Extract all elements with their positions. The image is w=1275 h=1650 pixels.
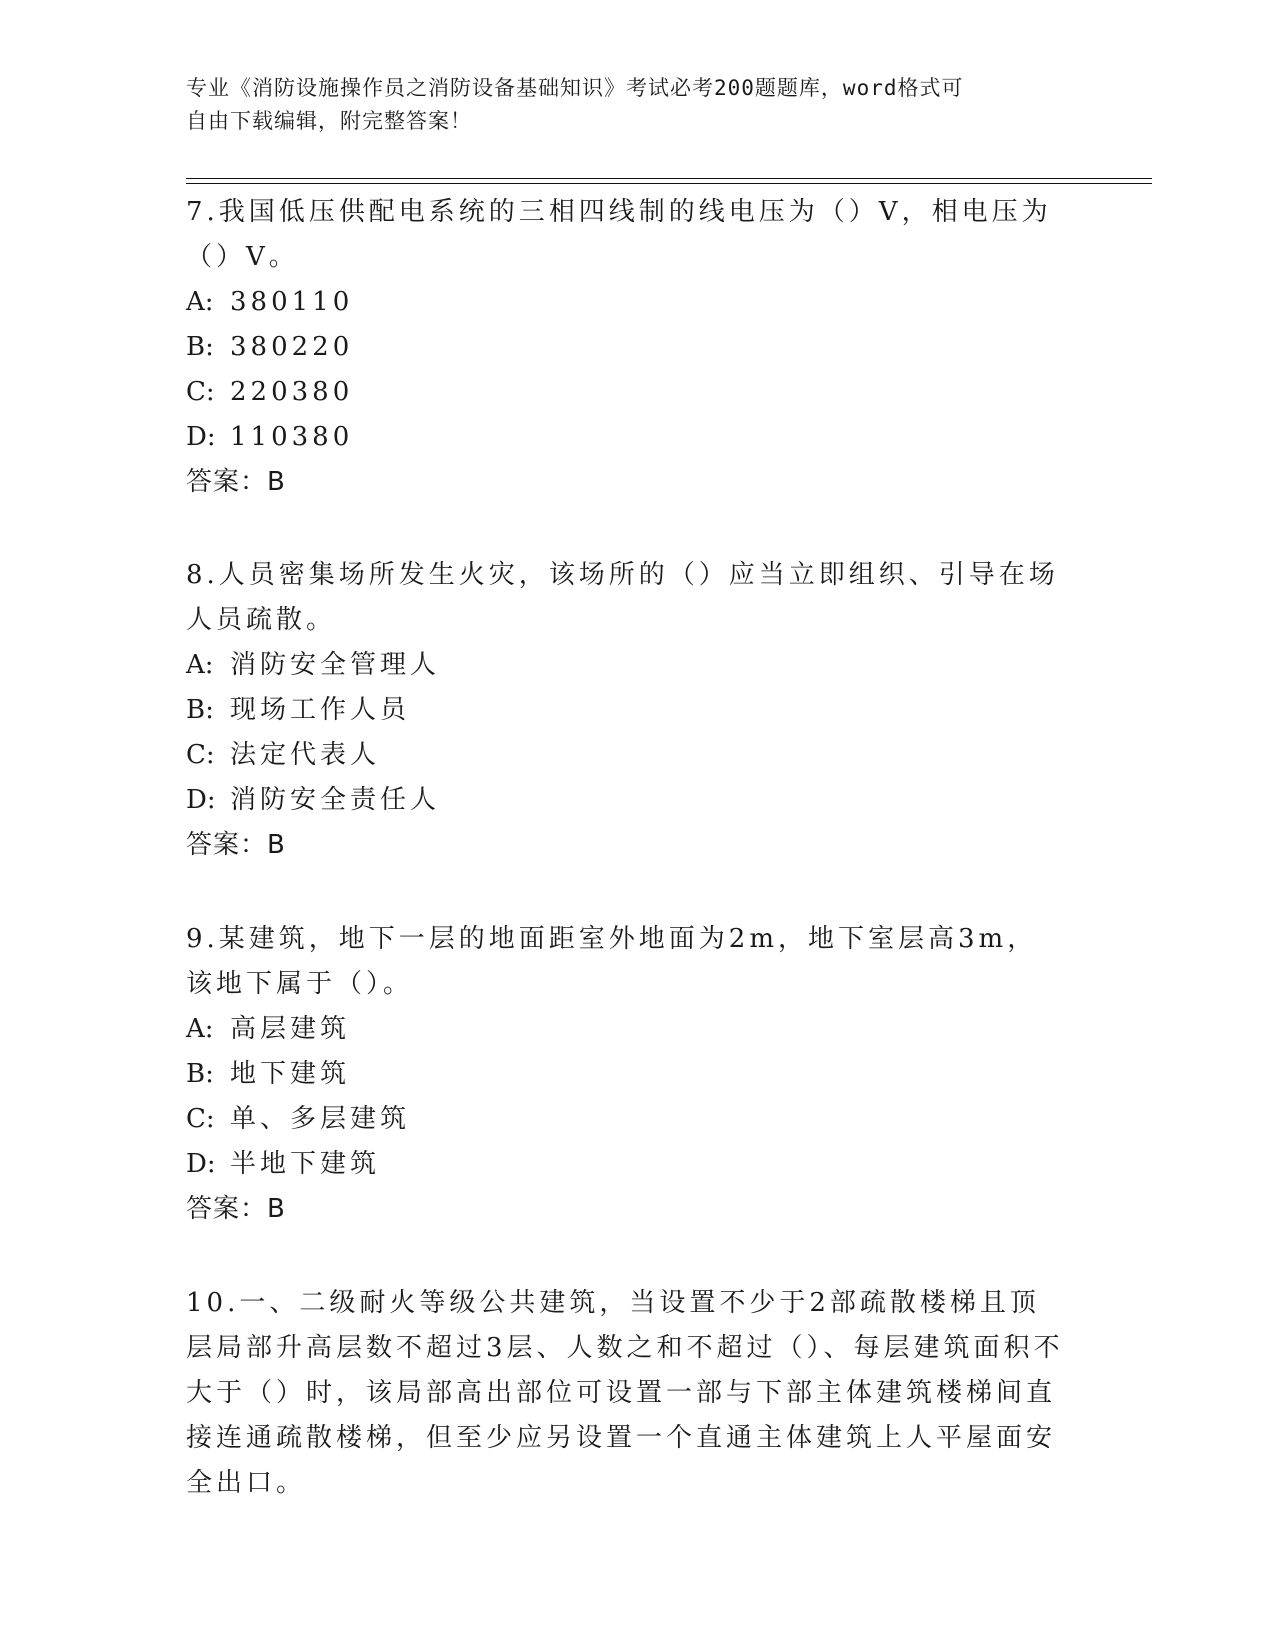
option-key: B: — [186, 1059, 214, 1089]
question-9 — [186, 917, 1066, 1232]
question-stem: 10.一、二级耐火等级公共建筑，当设置不少于2部疏散楼梯且顶层局部升高层数不超过3层、人数之和不超过（）、每层建筑面积不大于（）时，该局部高出部位可设置一部与下部主体建筑楼梯间直接连通疏散楼梯，但至少应另设置一个直通主体建筑上人平屋面安全出口。 — [186, 1288, 1064, 1498]
option-a — [186, 280, 1066, 325]
option-text: 半地下建筑 — [230, 1149, 381, 1179]
answer-line: 答案：B — [186, 467, 286, 497]
option-c — [186, 370, 1066, 415]
option-text: 消防安全管理人 — [230, 650, 441, 680]
option-key: D: — [186, 1149, 216, 1179]
option-d — [186, 415, 1066, 460]
option-a — [186, 643, 1066, 688]
option-text: 消防安全责任人 — [230, 785, 441, 815]
option-b — [186, 325, 1066, 370]
option-text: 380110 — [230, 287, 354, 317]
header-divider-bottom — [186, 183, 1152, 184]
option-text: 现场工作人员 — [230, 695, 411, 725]
header-line-1: 专业《消防设施操作员之消防设备基础知识》考试必考200题题库，word格式可 — [186, 76, 964, 100]
option-d — [186, 778, 1066, 823]
option-c — [186, 1097, 1066, 1142]
question-10 — [186, 1281, 1066, 1506]
option-a — [186, 1007, 1066, 1052]
option-d — [186, 1142, 1066, 1187]
question-stem: 9.某建筑，地下一层的地面距室外地面为2m，地下室层高3m，该地下属于（）。 — [186, 924, 1038, 999]
header-line-2: 自由下载编辑，附完整答案！ — [186, 109, 472, 133]
option-text: 单、多层建筑 — [230, 1104, 411, 1134]
question-7 — [186, 190, 1066, 505]
option-text: 380220 — [230, 332, 354, 362]
option-text: 110380 — [230, 422, 354, 452]
option-text: 220380 — [230, 377, 354, 407]
option-b — [186, 1052, 1066, 1097]
document-header — [186, 72, 1066, 138]
option-key: D: — [186, 422, 216, 452]
option-key: C: — [186, 377, 215, 407]
option-key: C: — [186, 1104, 215, 1134]
header-divider-top — [186, 178, 1152, 179]
question-8 — [186, 553, 1066, 868]
question-stem: 8.人员密集场所发生火灾，该场所的（）应当立即组织、引导在场人员疏散。 — [186, 560, 1059, 635]
option-key: C: — [186, 740, 215, 770]
option-key: D: — [186, 785, 216, 815]
question-stem: 7.我国低压供配电系统的三相四线制的线电压为（）V，相电压为（）V。 — [186, 197, 1052, 272]
answer-line: 答案：B — [186, 830, 286, 860]
option-c — [186, 733, 1066, 778]
option-text: 法定代表人 — [230, 740, 381, 770]
option-key: B: — [186, 332, 214, 362]
option-b — [186, 688, 1066, 733]
option-key: A: — [186, 650, 214, 680]
option-key: B: — [186, 695, 214, 725]
answer-line: 答案：B — [186, 1194, 286, 1224]
option-text: 高层建筑 — [230, 1014, 351, 1044]
option-text: 地下建筑 — [230, 1059, 351, 1089]
option-key: A: — [186, 1014, 214, 1044]
option-key: A: — [186, 287, 214, 317]
